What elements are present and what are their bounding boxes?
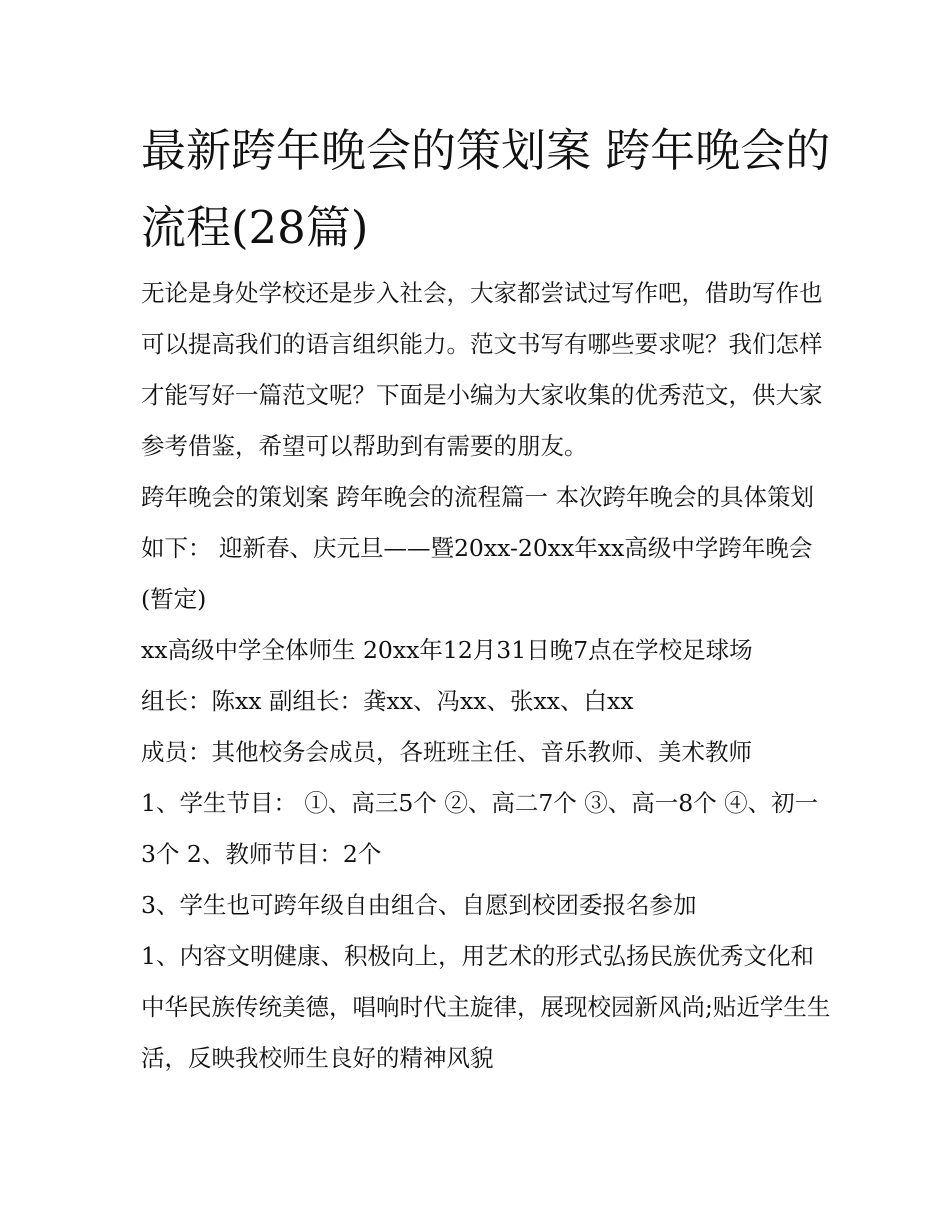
intro-paragraph: 无论是身处学校还是步入社会，大家都尝试过写作吧，借助写作也可以提高我们的语言组织能力。范文书写有哪些要求呢？我们怎样才能写好一篇范文呢？下面是小编为大家收集的优秀范文，供大家参考借鉴，希望可以帮助到有需要的朋友。 [141,279,823,460]
document-title: 最新跨年晚会的策划案 跨年晚会的流程(28篇) [141,124,831,254]
plan-heading-paragraph: 跨年晚会的策划案 跨年晚会的流程篇一 本次跨年晚会的具体策划如下： 迎新春、庆元旦——暨20xx-20xx年xx高级中学跨年晚会(暂定) [141,483,814,613]
signup-paragraph: 3、学生也可跨年级自由组合、自愿到校团委报名参加 [141,891,697,919]
document-body [141,268,831,1084]
content-requirement-paragraph: 1、内容文明健康、积极向上，用艺术的形式弘扬民族优秀文化和中华民族传统美德，唱响时代主旋律，展现校园新风尚;贴近学生生活，反映我校师生良好的精神风貌 [141,942,831,1072]
members-paragraph: 成员：其他校务会成员，各班班主任、音乐教师、美术教师 [141,738,752,766]
programs-paragraph: 1、学生节目： ①、高三5个 ②、高二7个 ③、高一8个 ④、初一3个 2、教师节目：2个 [141,789,819,868]
participants-time-paragraph: xx高级中学全体师生 20xx年12月31日晚7点在学校足球场 [141,636,753,664]
document-page [141,112,831,1084]
leaders-paragraph: 组长：陈xx 副组长：龚xx、冯xx、张xx、白xx [141,687,634,715]
